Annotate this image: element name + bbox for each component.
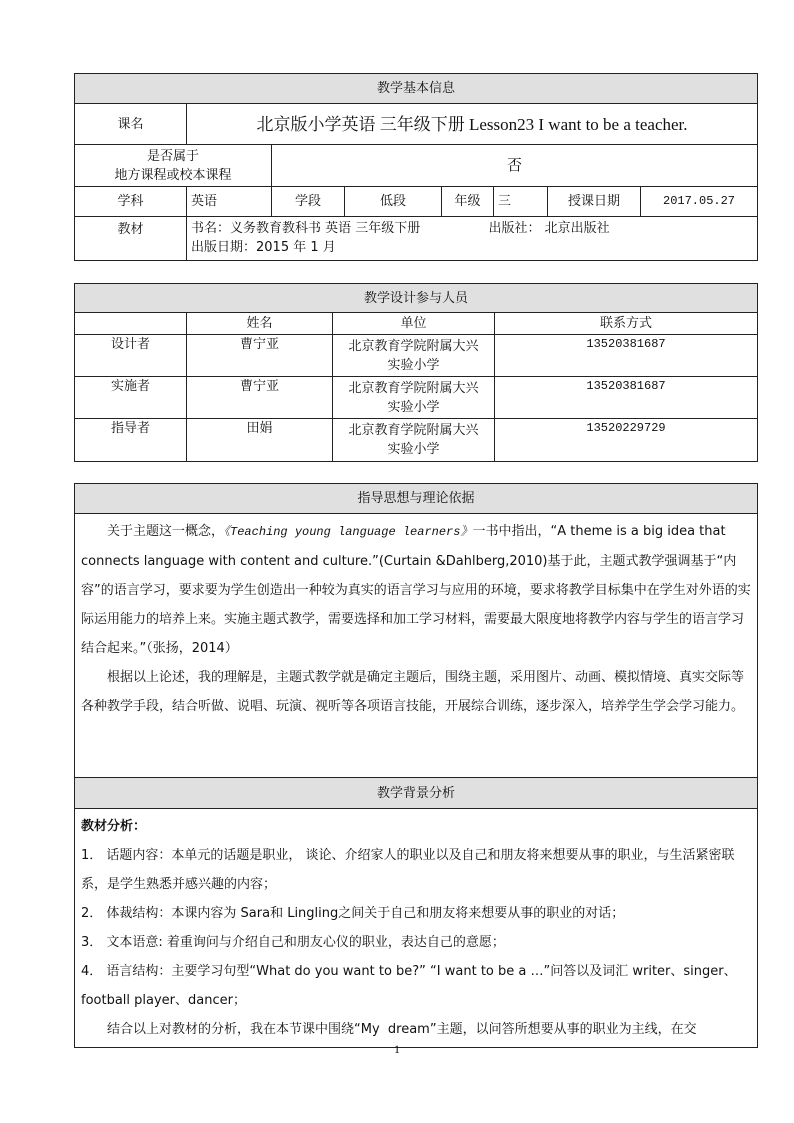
date-value: 2017.05.27 [641,187,758,217]
unit: 北京教育学院附属大兴 实验小学 [333,377,495,419]
course-name: 北京版小学英语 三年级下册 Lesson23 I want to be a teacher. [187,104,758,145]
subject-value: 英语 [187,187,272,217]
person-name: 曹宁亚 [187,377,333,419]
date-label: 授课日期 [548,187,641,217]
basic-info-table [74,73,758,261]
stage-value: 低段 [345,187,442,217]
book-name: 书名：义务教育教科书 英语 三年级下册 [191,221,421,236]
theory-p1-start: 关于主题这一概念， [107,524,225,539]
table-row [75,335,758,377]
header-name: 姓名 [187,313,333,335]
local-course-label: 是否属于 地方课程或校本课程 [75,145,272,187]
page-number: 1 [394,1042,400,1056]
background-title: 教学背景分析 [75,778,758,809]
basic-info-title: 教学基本信息 [75,74,758,104]
theory-p1-rest: 一书中指出，“A theme is a big idea that connects language with content and culture.”(Curtain &Dahlberg,2010)基于此，主题式教学强调基于“内容”的语言学习，要求要为学生创造出一种较为真实的语言学习与应用的环境，要求将教学目标集中在学生对外语的实际运用能力的培养上来。实施主题式教学，需要选择和加工学习材料，需要最大限度地将教学内容与学生的语言学习结合起来。”（张扬，2014） [81,524,751,656]
person-name: 田娟 [187,419,333,462]
subject-label: 学科 [75,187,187,217]
phone: 13520381687 [495,377,758,419]
background-content [75,809,758,1048]
theory-title: 指导思想与理论依据 [75,484,758,514]
header-role [75,313,187,335]
book-title: 《Teaching young language learners》 [224,525,473,539]
phone: 13520381687 [495,335,758,377]
participants-table [74,283,758,462]
header-contact: 联系方式 [495,313,758,335]
table-row [75,419,758,462]
theory-content [75,514,758,778]
person-name: 曹宁亚 [187,335,333,377]
theory-background-table [74,483,758,1048]
theory-paragraph-1 [81,517,751,663]
background-heading: 教材分析： [81,819,147,834]
unit: 北京教育学院附属大兴 实验小学 [333,335,495,377]
publisher: 出版社： 北京出版社 [488,221,610,236]
table-row [75,377,758,419]
grade-label: 年级 [442,187,494,217]
theory-paragraph-2: 根据以上论述，我的理解是，主题式教学就是确定主题后，围绕主题，采用图片、动画、模拟情境、真实交际等各种教学手段，结合听做、说唱、玩演、视听等各项语言技能，开展综合训练，逐步深入，培养学生学会学习能力。 [81,670,745,714]
list-item: 4． 语言结构：主要学习句型“What do you want to be?” “I want to be a …”问答以及词汇 writer、singer、football player、dancer； [81,964,737,1008]
textbook-label: 教材 [75,217,187,261]
local-course-value: 否 [272,145,758,187]
textbook-info [187,217,758,261]
list-item: 2． 体裁结构：本课内容为 Sara和 Lingling之间关于自己和朋友将来想要从事的职业的对话； [81,906,625,921]
publish-date: 出版日期：2015 年 1 月 [191,240,336,255]
participants-title: 教学设计参与人员 [75,284,758,313]
list-item: 1． 话题内容：本单元的话题是职业， 谈论、介绍家人的职业以及自己和朋友将来想要从事的职业，与生活紧密联系，是学生熟悉并感兴趣的内容； [81,848,735,892]
role: 指导者 [75,419,187,462]
background-closing: 结合以上对教材的分析，我在本节课中围绕“My dream”主题，以问答所想要从事的职业为主线，在交 [107,1022,697,1037]
stage-label: 学段 [272,187,345,217]
unit: 北京教育学院附属大兴 实验小学 [333,419,495,462]
role: 实施者 [75,377,187,419]
role: 设计者 [75,335,187,377]
course-name-label: 课名 [75,104,187,145]
list-item: 3． 文本语意: 着重询问与介绍自己和朋友心仪的职业，表达自己的意愿； [81,935,505,950]
header-unit: 单位 [333,313,495,335]
grade-value: 三 [494,187,548,217]
phone: 13520229729 [495,419,758,462]
